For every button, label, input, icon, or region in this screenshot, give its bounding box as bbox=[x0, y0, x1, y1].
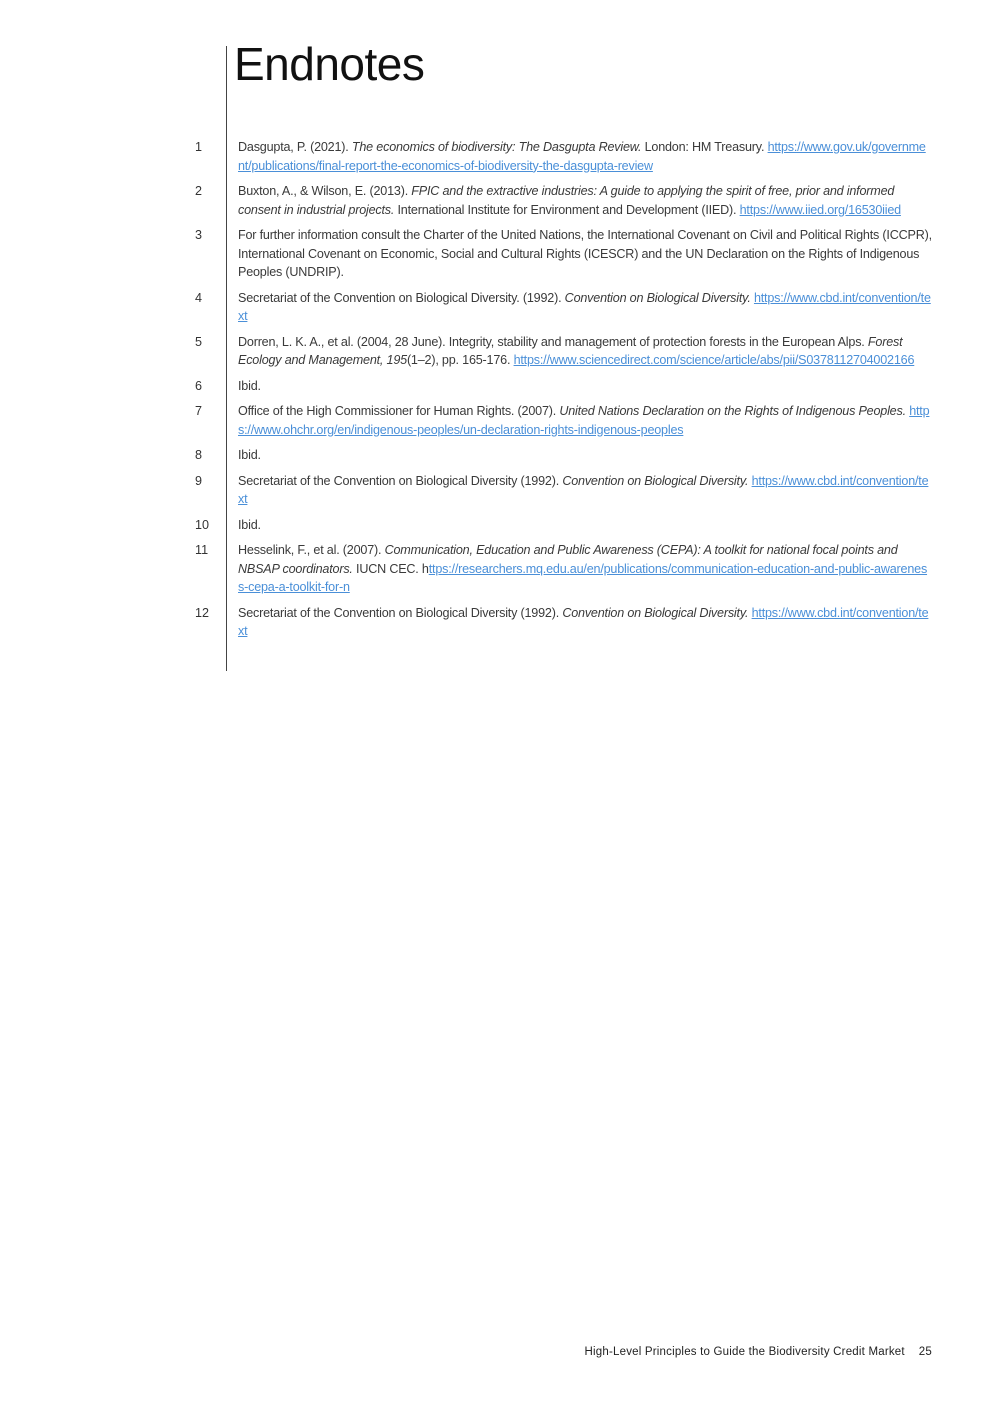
endnote-item bbox=[0, 289, 992, 326]
endnote-text: Secretariat of the Convention on Biological Diversity (1992). Convention on Biological Diversity. https://www.cbd.int/convention/text bbox=[238, 605, 929, 638]
endnotes-list bbox=[0, 138, 992, 648]
page-number: 25 bbox=[918, 1346, 932, 1358]
endnote-text: Ibid. bbox=[238, 378, 261, 393]
endnote-link[interactable]: https://www.sciencedirect.com/science/article/abs/pii/S0378112704002166 bbox=[513, 353, 915, 367]
endnote-link[interactable]: https://www.cbd.int/convention/text bbox=[238, 605, 929, 638]
endnote-text: Ibid. bbox=[238, 448, 261, 462]
endnote-number: 9 bbox=[195, 473, 203, 488]
endnote-item bbox=[0, 604, 992, 641]
endnote-text: Dorren, L. K. A., et al. (2004, 28 June). Integrity, stability and management of protection forests in the European Alps. Forest Ecology and Management, 195(1–2), pp. 165-176. https://www.sciencedirect.com/science/article/abs/pii/S0378112704002166 bbox=[238, 334, 915, 367]
endnote-link[interactable]: ttps://researchers.mq.edu.au/en/publications/communication-education-and-public-awareness-cepa-a-toolkit-for-n bbox=[238, 561, 928, 594]
endnote-number: 10 bbox=[195, 517, 210, 532]
endnote-item bbox=[0, 138, 992, 175]
endnote-text: Hesselink, F., et al. (2007). Communication, Education and Public Awareness (CEPA): A toolkit for national focal points and NBSAP coordinators. IUCN CEC. https://researchers.mq.edu.au/en/publications/communication-education-and-public-awareness-cepa-a-toolkit-for-n bbox=[238, 543, 928, 594]
endnote-text: Office of the High Commissioner for Human Rights. (2007). United Nations Declaration on the Rights of Indigenous Peoples. https://www.ohchr.org/en/indigenous-peoples/un-declaration-rights-indigenous-peoples bbox=[238, 404, 930, 437]
endnote-item bbox=[0, 402, 992, 439]
endnote-item bbox=[0, 182, 992, 219]
endnote-text: Dasgupta, P. (2021). The economics of biodiversity: The Dasgupta Review. London: HM Treasury. https://www.gov.uk/government/publications/final-report-the-economics-of-biodiversity-the-dasgupta-review bbox=[238, 140, 926, 173]
page-footer bbox=[0, 1346, 932, 1358]
endnote-number: 11 bbox=[195, 543, 209, 557]
endnote-item bbox=[0, 226, 992, 282]
endnote-number: 5 bbox=[195, 334, 203, 349]
endnote-text: Buxton, A., & Wilson, E. (2013). FPIC and the extractive industries: A guide to applying the spirit of free, prior and informed consent in industrial projects. International Institute for Environment and Development (IIED). https://www.iied.org/16530iied bbox=[238, 184, 901, 217]
endnote-item bbox=[0, 377, 992, 396]
endnote-text: Secretariat of the Convention on Biological Diversity (1992). Convention on Biological Diversity. https://www.cbd.int/convention/text bbox=[238, 473, 929, 506]
page-title: Endnotes bbox=[234, 38, 425, 90]
endnote-link[interactable]: https://www.cbd.int/convention/text bbox=[238, 290, 931, 323]
endnote-number: 7 bbox=[195, 404, 203, 418]
endnote-item bbox=[0, 516, 992, 535]
endnote-number: 2 bbox=[195, 184, 203, 198]
endnote-number: 3 bbox=[195, 228, 203, 242]
endnote-text: Ibid. bbox=[238, 517, 261, 532]
endnote-link[interactable]: https://www.ohchr.org/en/indigenous-peoples/un-declaration-rights-indigenous-peoples bbox=[238, 404, 930, 437]
endnote-number: 1 bbox=[195, 140, 203, 154]
endnote-text: Secretariat of the Convention on Biological Diversity. (1992). Convention on Biological Diversity. https://www.cbd.int/convention/text bbox=[238, 290, 931, 323]
endnote-item bbox=[0, 333, 992, 370]
endnote-number: 8 bbox=[195, 448, 203, 462]
endnote-number: 6 bbox=[195, 378, 203, 393]
endnote-link[interactable]: https://www.gov.uk/government/publications/final-report-the-economics-of-biodiversity-the-dasgupta-review bbox=[238, 140, 926, 173]
endnote-link[interactable]: https://www.iied.org/16530iied bbox=[739, 202, 901, 217]
endnote-item bbox=[0, 446, 992, 465]
footer-document-title: High-Level Principles to Guide the Biodiversity Credit Market bbox=[584, 1346, 905, 1358]
endnote-item bbox=[0, 472, 992, 509]
endnote-text: For further information consult the Charter of the United Nations, the International Covenant on Civil and Political Rights (ICCPR), International Covenant on Economic, Social and Cultural Rights (ICESCR) and the UN Declaration on the Rights of Indigenous Peoples (UNDRIP). bbox=[238, 228, 932, 279]
endnote-number: 12 bbox=[195, 605, 210, 620]
endnote-link[interactable]: https://www.cbd.int/convention/text bbox=[238, 473, 929, 506]
endnote-number: 4 bbox=[195, 290, 203, 305]
endnote-item bbox=[0, 541, 992, 597]
